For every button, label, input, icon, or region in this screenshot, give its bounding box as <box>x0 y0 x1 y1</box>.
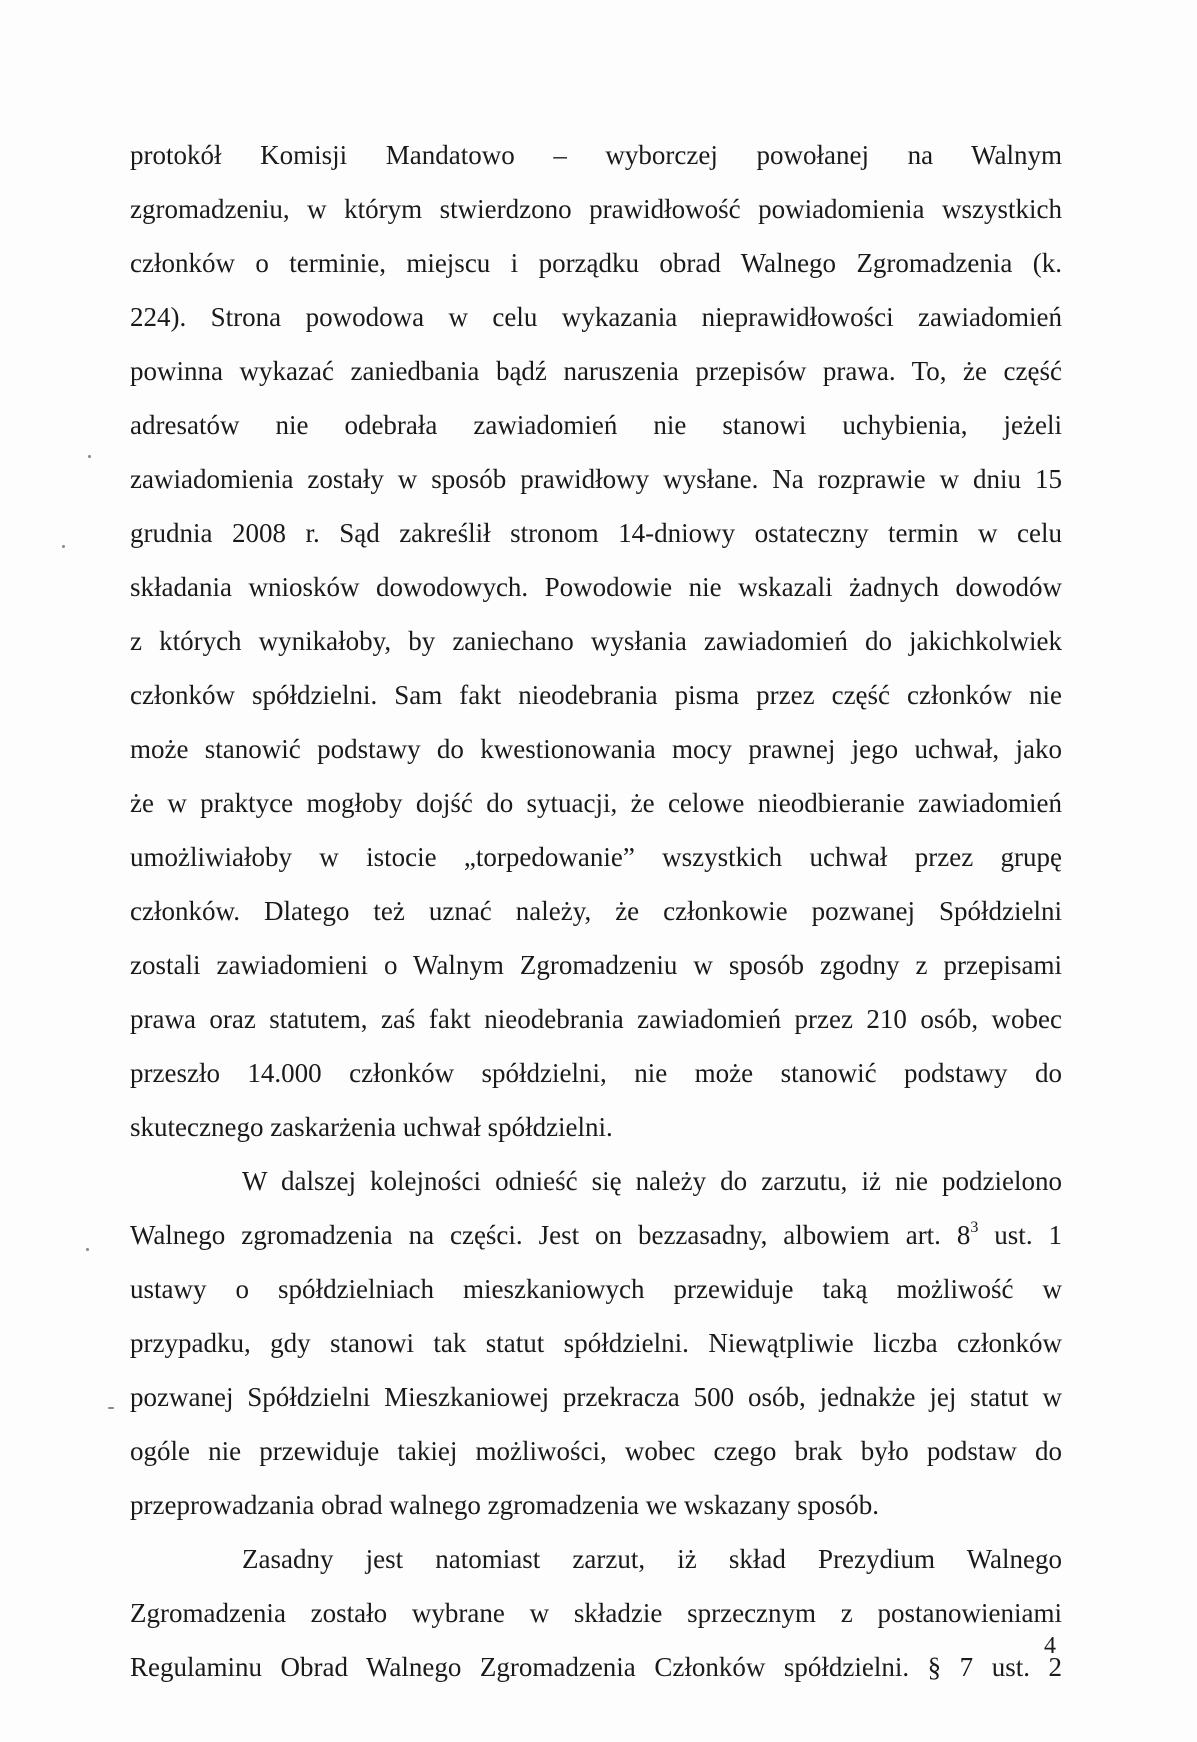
text-line: grudnia 2008 r. Sąd zakreślił stronom 14-dniowy ostateczny termin w celu <box>130 518 1062 548</box>
text-line: zawiadomienia zostały w sposób prawidłowy wysłane. Na rozprawie w dniu 15 <box>130 464 1062 494</box>
text-line: przeprowadzania obrad walnego zgromadzenia we wskazany sposób. <box>130 1490 879 1520</box>
text-line: 224). Strona powodowa w celu wykazania nieprawidłowości zawiadomień <box>130 302 1062 332</box>
page-number: 4 <box>1044 1633 1056 1659</box>
text-line: Zasadny jest natomiast zarzut, iż skład Prezydium Walnego <box>242 1544 1062 1574</box>
scan-speck <box>62 545 65 548</box>
text-line: że w praktyce mogłoby dojść do sytuacji, że celowe nieodbieranie zawiadomień <box>130 788 1062 818</box>
text-line: zostali zawiadomieni o Walnym Zgromadzeniu w sposób zgodny z przepisami <box>130 950 1062 980</box>
text-line: prawa oraz statutem, zaś fakt nieodebrania zawiadomień przez 210 osób, wobec <box>130 1004 1062 1034</box>
text-line: ustawy o spółdzielniach mieszkaniowych przewiduje taką możliwość w <box>130 1274 1062 1304</box>
text-line: pozwanej Spółdzielni Mieszkaniowej przekracza 500 osób, jednakże jej statut w <box>130 1382 1062 1412</box>
text-line: adresatów nie odebrała zawiadomień nie stanowi uchybienia, jeżeli <box>130 410 1062 440</box>
text-line: powinna wykazać zaniedbania bądź naruszenia przepisów prawa. To, że część <box>130 356 1062 386</box>
text-line: Zgromadzenia zostało wybrane w składzie sprzecznym z postanowieniami <box>130 1598 1062 1628</box>
scan-speck <box>108 1407 114 1409</box>
text-line: przeszło 14.000 członków spółdzielni, nie może stanowić podstawy do <box>130 1058 1062 1088</box>
text-line: może stanowić podstawy do kwestionowania mocy prawnej jego uchwał, jako <box>130 734 1062 764</box>
text-line: z których wynikałoby, by zaniechano wysłania zawiadomień do jakichkolwiek <box>130 626 1062 656</box>
text-line: członków spółdzielni. Sam fakt nieodebrania pisma przez część członków nie <box>130 680 1062 710</box>
body-text <box>130 132 1062 1698</box>
text-line: umożliwiałoby w istocie „torpedowanie” wszystkich uchwał przez grupę <box>130 842 1062 872</box>
text-line: składania wniosków dowodowych. Powodowie nie wskazali żadnych dowodów <box>130 572 1062 602</box>
text-line: skutecznego zaskarżenia uchwał spółdzielni. <box>130 1112 613 1142</box>
text-fragment: Walnego zgromadzenia na części. Jest on bezzasadny, albowiem art. 8 <box>130 1220 971 1250</box>
text-fragment: ust. 1 <box>978 1220 1062 1250</box>
superscript: 3 <box>970 1219 979 1236</box>
scan-speck <box>88 455 91 458</box>
text-line: Regulaminu Obrad Walnego Zgromadzenia Członków spółdzielni. § 7 ust. 2 <box>130 1652 1062 1682</box>
text-line: członków o terminie, miejscu i porządku obrad Walnego Zgromadzenia (k. <box>130 248 1062 278</box>
text-line: przypadku, gdy stanowi tak statut spółdzielni. Niewątpliwie liczba członków <box>130 1328 1062 1358</box>
text-line: członków. Dlatego też uznać należy, że członkowie pozwanej Spółdzielni <box>130 896 1062 926</box>
text-line-with-superscript <box>130 1212 1062 1266</box>
text-line: ogóle nie przewiduje takiej możliwości, wobec czego brak było podstaw do <box>130 1436 1062 1466</box>
text-line: W dalszej kolejności odnieść się należy do zarzutu, iż nie podzielono <box>242 1166 1062 1196</box>
scan-speck <box>86 1248 89 1251</box>
text-line: zgromadzeniu, w którym stwierdzono prawidłowość powiadomienia wszystkich <box>130 194 1062 224</box>
text-line: protokół Komisji Mandatowo – wyborczej powołanej na Walnym <box>130 140 1062 170</box>
